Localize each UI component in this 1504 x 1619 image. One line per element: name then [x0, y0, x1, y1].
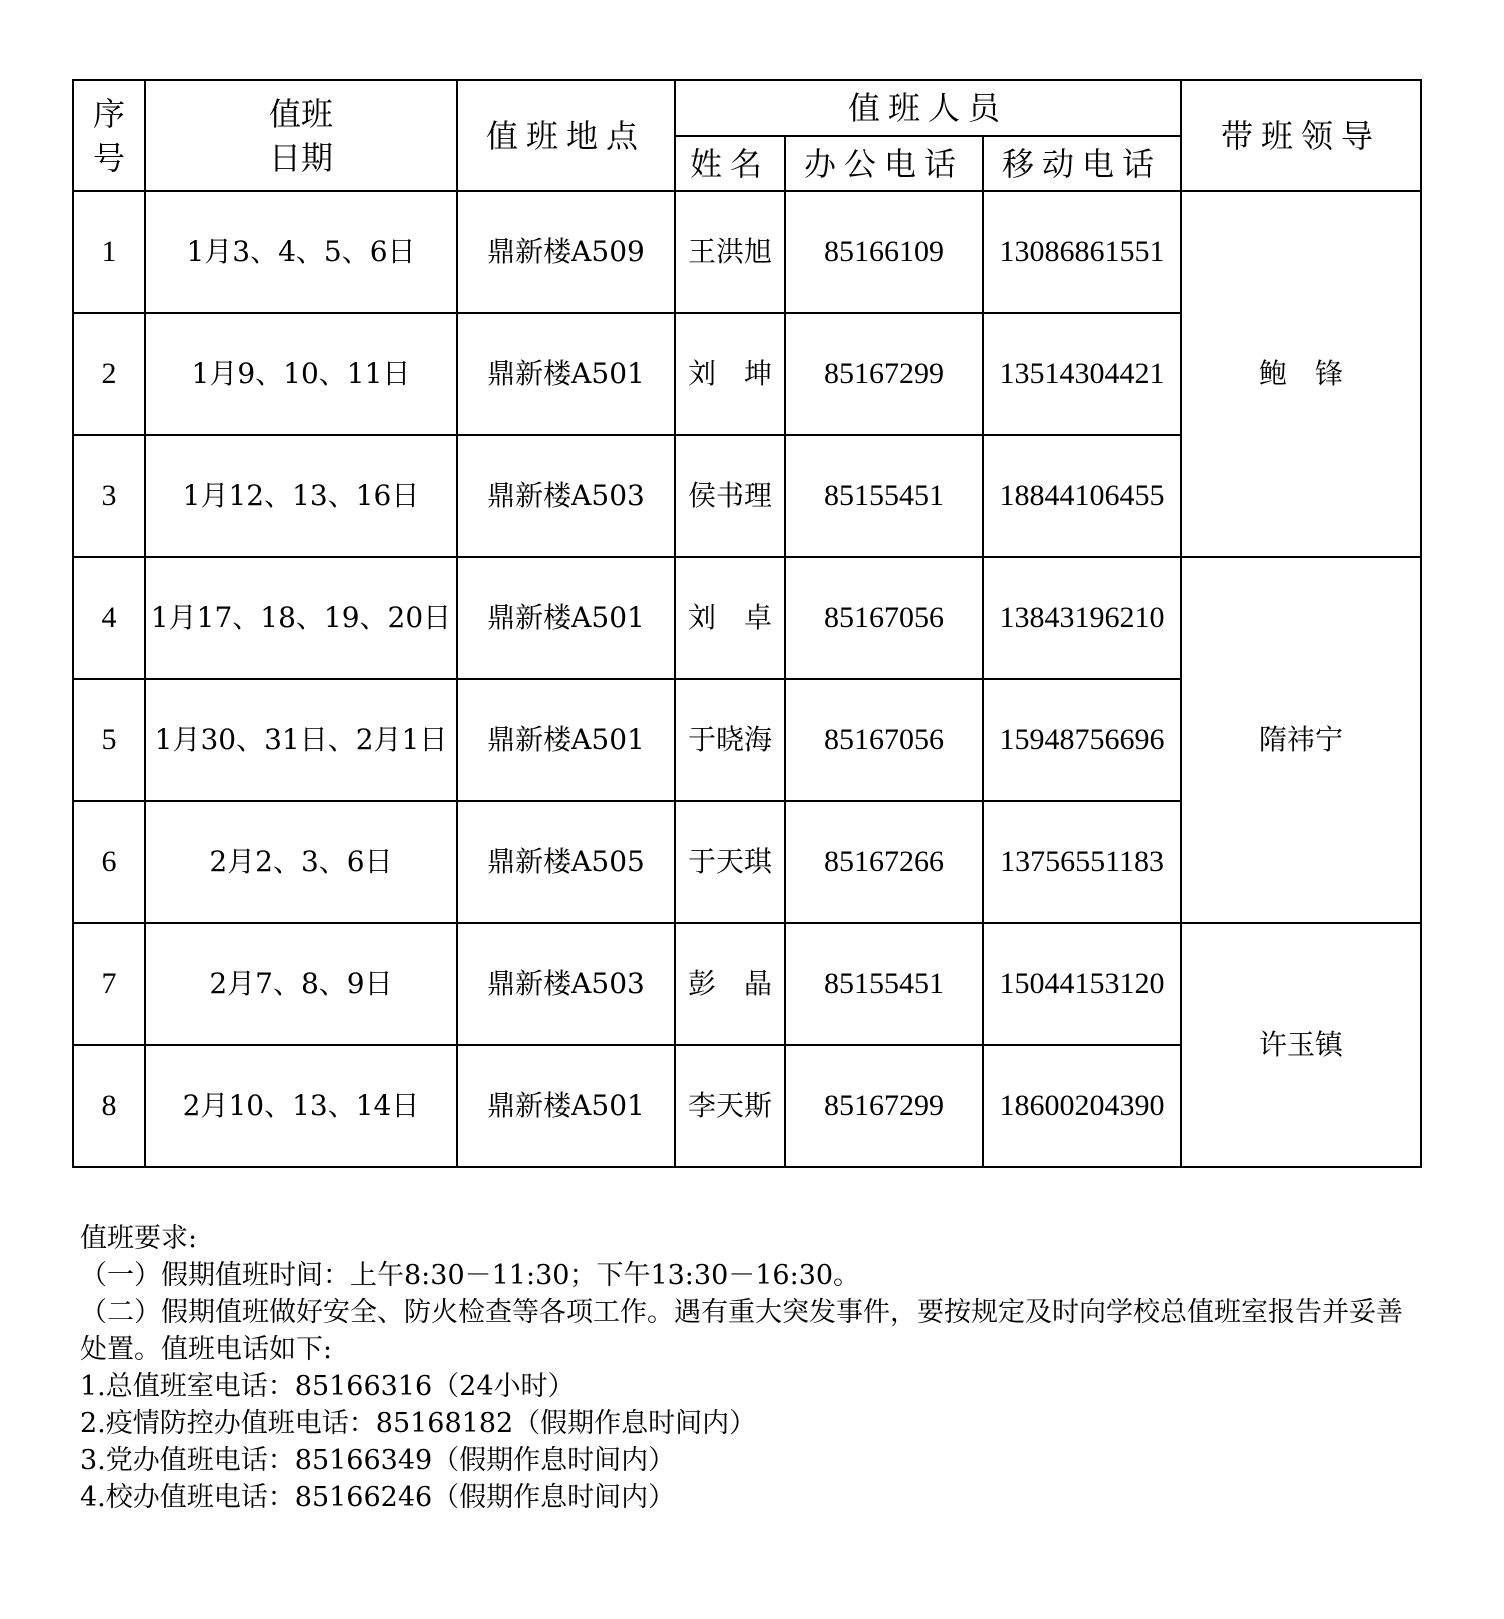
row-mobile-phone: 13086861551: [983, 191, 1181, 313]
table-row: [73, 191, 1421, 313]
row-office-phone: 85167299: [785, 313, 983, 435]
row-mobile-phone: 15948756696: [983, 679, 1181, 801]
row-location: 鼎新楼A501: [457, 679, 675, 801]
row-date: 1月9、10、11日: [145, 313, 457, 435]
row-office-phone: 85155451: [785, 435, 983, 557]
row-seq: 4: [73, 557, 145, 679]
row-mobile-phone: 13514304421: [983, 313, 1181, 435]
row-seq: 7: [73, 923, 145, 1045]
row-name: 彭 晶: [675, 923, 785, 1045]
header-mobile-phone: 移动电话: [983, 136, 1181, 191]
row-seq: 5: [73, 679, 145, 801]
notes-phone-item: 3.党办值班电话：85166349（假期作息时间内）: [80, 1445, 676, 1476]
header-location: 值班地点: [457, 80, 675, 191]
header-staff-group: 值班人员: [675, 80, 1181, 136]
header-date: 值班日期: [145, 80, 457, 191]
table-row: [73, 923, 1421, 1045]
row-leader: 鲍 锋: [1181, 191, 1421, 557]
row-date: 1月12、13、16日: [145, 435, 457, 557]
row-date: 1月3、4、5、6日: [145, 191, 457, 313]
header-office-phone: 办公电话: [785, 136, 983, 191]
row-mobile-phone: 15044153120: [983, 923, 1181, 1045]
row-name: 于天琪: [675, 801, 785, 923]
table-row: [73, 557, 1421, 679]
row-name: 刘 卓: [675, 557, 785, 679]
header-name: 姓名: [675, 136, 785, 191]
notes-phone-item: 1.总值班室电话：85166316（24小时）: [80, 1371, 575, 1402]
row-seq: 1: [73, 191, 145, 313]
row-location: 鼎新楼A503: [457, 923, 675, 1045]
row-seq: 6: [73, 801, 145, 923]
row-leader: 隋祎宁: [1181, 557, 1421, 923]
row-mobile-phone: 18600204390: [983, 1045, 1181, 1167]
row-mobile-phone: 18844106455: [983, 435, 1181, 557]
row-date: 2月7、8、9日: [145, 923, 457, 1045]
row-leader: 许玉镇: [1181, 923, 1421, 1167]
duty-schedule-table: [72, 79, 1422, 1168]
row-name: 刘 坤: [675, 313, 785, 435]
notes-phone-item: 2.疫情防控办值班电话：85168182（假期作息时间内）: [80, 1408, 757, 1439]
notes-title: 值班要求:: [80, 1223, 198, 1254]
row-name: 于晓海: [675, 679, 785, 801]
row-seq: 2: [73, 313, 145, 435]
notes-line-duty-hours: （一）假期值班时间：上午8:30－11:30；下午13:30－16:30。: [80, 1260, 861, 1291]
row-name: 王洪旭: [675, 191, 785, 313]
row-location: 鼎新楼A505: [457, 801, 675, 923]
row-office-phone: 85167299: [785, 1045, 983, 1167]
row-name: 李天斯: [675, 1045, 785, 1167]
row-date: 1月30、31日、2月1日: [145, 679, 457, 801]
row-mobile-phone: 13843196210: [983, 557, 1181, 679]
row-location: 鼎新楼A501: [457, 1045, 675, 1167]
row-name: 侯书理: [675, 435, 785, 557]
row-seq: 8: [73, 1045, 145, 1167]
row-date: 2月10、13、14日: [145, 1045, 457, 1167]
header-seq: 序号: [73, 80, 145, 191]
notes-phone-item: 4.校办值班电话：85166246（假期作息时间内）: [80, 1482, 676, 1513]
row-date: 1月17、18、19、20日: [145, 557, 457, 679]
notes-line-safety: （二）假期值班做好安全、防火检查等各项工作。遇有重大突发事件，要按规定及时向学校总值班室报告并妥善处置。值班电话如下:: [80, 1297, 1403, 1365]
row-location: 鼎新楼A509: [457, 191, 675, 313]
row-office-phone: 85155451: [785, 923, 983, 1045]
duty-requirements: [80, 1220, 1410, 1516]
row-office-phone: 85167056: [785, 679, 983, 801]
row-location: 鼎新楼A501: [457, 557, 675, 679]
row-location: 鼎新楼A503: [457, 435, 675, 557]
row-location: 鼎新楼A501: [457, 313, 675, 435]
row-mobile-phone: 13756551183: [983, 801, 1181, 923]
row-office-phone: 85166109: [785, 191, 983, 313]
row-office-phone: 85167266: [785, 801, 983, 923]
row-office-phone: 85167056: [785, 557, 983, 679]
row-seq: 3: [73, 435, 145, 557]
row-date: 2月2、3、6日: [145, 801, 457, 923]
header-leader: 带班领导: [1181, 80, 1421, 191]
